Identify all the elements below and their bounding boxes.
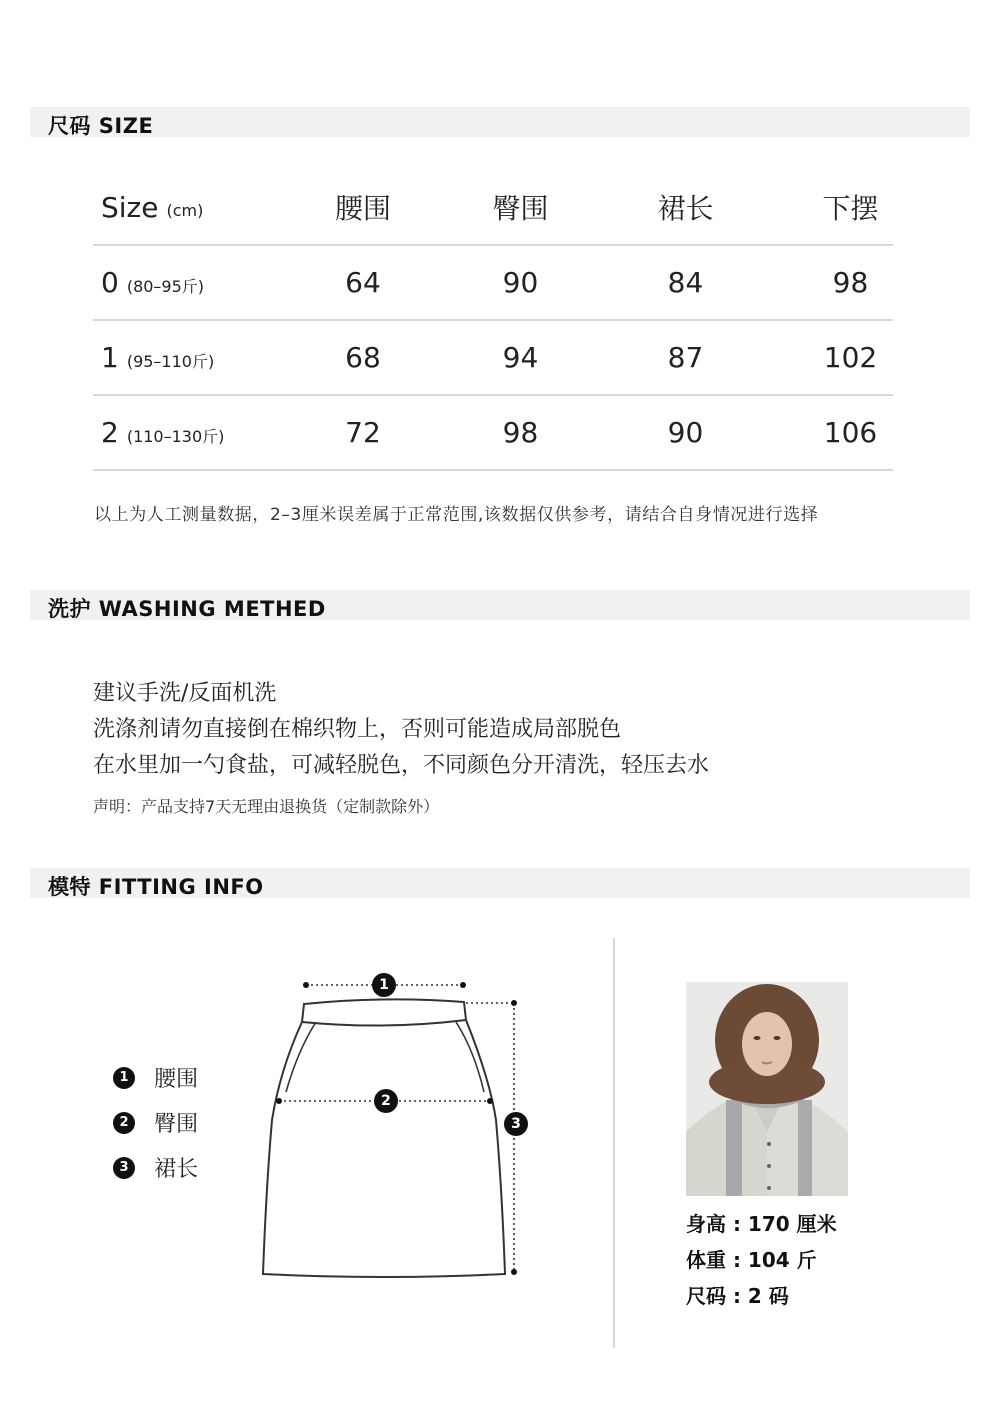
marker-3: 3 bbox=[504, 1112, 528, 1136]
legend-waist bbox=[113, 1062, 198, 1093]
return-policy: 声明：产品支持7天无理由退换货（定制款除外） bbox=[93, 797, 440, 816]
row-size bbox=[101, 246, 301, 319]
header-unit: (cm) bbox=[166, 200, 204, 220]
marker-2: 2 bbox=[374, 1089, 398, 1113]
model-height: 身高 : 170 厘米 bbox=[686, 1212, 837, 1236]
skirt-diagram bbox=[240, 960, 540, 1290]
measure-end-dot bbox=[460, 982, 466, 988]
size-value: 1 bbox=[101, 341, 119, 374]
hip-value: 90 bbox=[502, 266, 539, 299]
size-value: 0 bbox=[101, 266, 119, 299]
waist-value: 64 bbox=[345, 266, 381, 299]
legend-number: 1 bbox=[113, 1067, 135, 1089]
washing-instructions bbox=[93, 676, 709, 784]
legend-label: 臀围 bbox=[154, 1112, 199, 1137]
model-photo bbox=[686, 982, 848, 1196]
washing-section-title: 洗护 WASHING METHED bbox=[48, 597, 326, 621]
row-size bbox=[101, 396, 301, 469]
hip-value: 98 bbox=[502, 416, 539, 449]
measure-end-dot bbox=[487, 1098, 493, 1104]
header-size-label: Size bbox=[101, 190, 159, 224]
fitting-section-title: 模特 FITTING INFO bbox=[48, 875, 264, 899]
legend-number: 3 bbox=[113, 1157, 135, 1179]
measurement-note: 以上为人工测量数据，2–3厘米误差属于正常范围,该数据仅供参考，请结合自身情况进行选择 bbox=[94, 505, 819, 525]
hem-value: 102 bbox=[823, 341, 878, 374]
hem-value: 98 bbox=[832, 266, 869, 299]
length-value: 90 bbox=[667, 416, 704, 449]
waist-value: 72 bbox=[345, 416, 381, 449]
row-size bbox=[101, 321, 301, 394]
model-size: 尺码 : 2 码 bbox=[686, 1284, 789, 1308]
table-row bbox=[93, 321, 893, 396]
weight-range: (95–110斤) bbox=[126, 352, 215, 371]
size-section-header bbox=[30, 107, 970, 137]
fitting-section-header bbox=[30, 868, 970, 898]
left-pocket bbox=[286, 1022, 316, 1092]
header-hip: 臀围 bbox=[492, 192, 549, 225]
length-value: 87 bbox=[667, 341, 704, 374]
header-length: 裙长 bbox=[657, 192, 714, 225]
model-info bbox=[686, 1206, 837, 1314]
vertical-divider bbox=[613, 938, 615, 1348]
legend-label: 腰围 bbox=[154, 1067, 199, 1092]
measure-end-dot bbox=[303, 982, 309, 988]
size-table-header bbox=[93, 170, 893, 246]
legend-number: 2 bbox=[113, 1112, 135, 1134]
header-hem: 下摆 bbox=[822, 192, 879, 225]
length-value: 84 bbox=[667, 266, 704, 299]
measure-end-dot bbox=[511, 1000, 517, 1006]
header-size bbox=[101, 170, 301, 244]
size-value: 2 bbox=[101, 416, 119, 449]
marker-1: 1 bbox=[372, 973, 396, 997]
skirt-outline bbox=[263, 999, 505, 1277]
legend-hip bbox=[113, 1107, 198, 1138]
size-table bbox=[93, 170, 893, 471]
header-waist: 腰围 bbox=[334, 192, 391, 225]
washing-line: 在水里加一勺食盐，可减轻脱色，不同颜色分开清洗，轻压去水 bbox=[93, 753, 710, 778]
weight-range: (110–130斤) bbox=[126, 427, 225, 446]
waist-value: 68 bbox=[345, 341, 381, 374]
washing-section-header bbox=[30, 590, 970, 620]
table-row bbox=[93, 246, 893, 321]
model-weight: 体重 : 104 斤 bbox=[686, 1248, 817, 1272]
weight-range: (80–95斤) bbox=[126, 277, 205, 296]
washing-line: 洗涤剂请勿直接倒在棉织物上，否则可能造成局部脱色 bbox=[93, 717, 622, 742]
size-section-title: 尺码 SIZE bbox=[48, 114, 154, 138]
hip-value: 94 bbox=[502, 341, 539, 374]
measure-end-dot bbox=[276, 1098, 282, 1104]
legend-label: 裙长 bbox=[154, 1157, 199, 1182]
legend-length bbox=[113, 1152, 198, 1183]
hem-value: 106 bbox=[823, 416, 878, 449]
washing-line: 建议手洗/反面机洗 bbox=[93, 681, 277, 706]
table-row bbox=[93, 396, 893, 471]
waistband bbox=[302, 1020, 466, 1026]
measure-end-dot bbox=[511, 1269, 517, 1275]
